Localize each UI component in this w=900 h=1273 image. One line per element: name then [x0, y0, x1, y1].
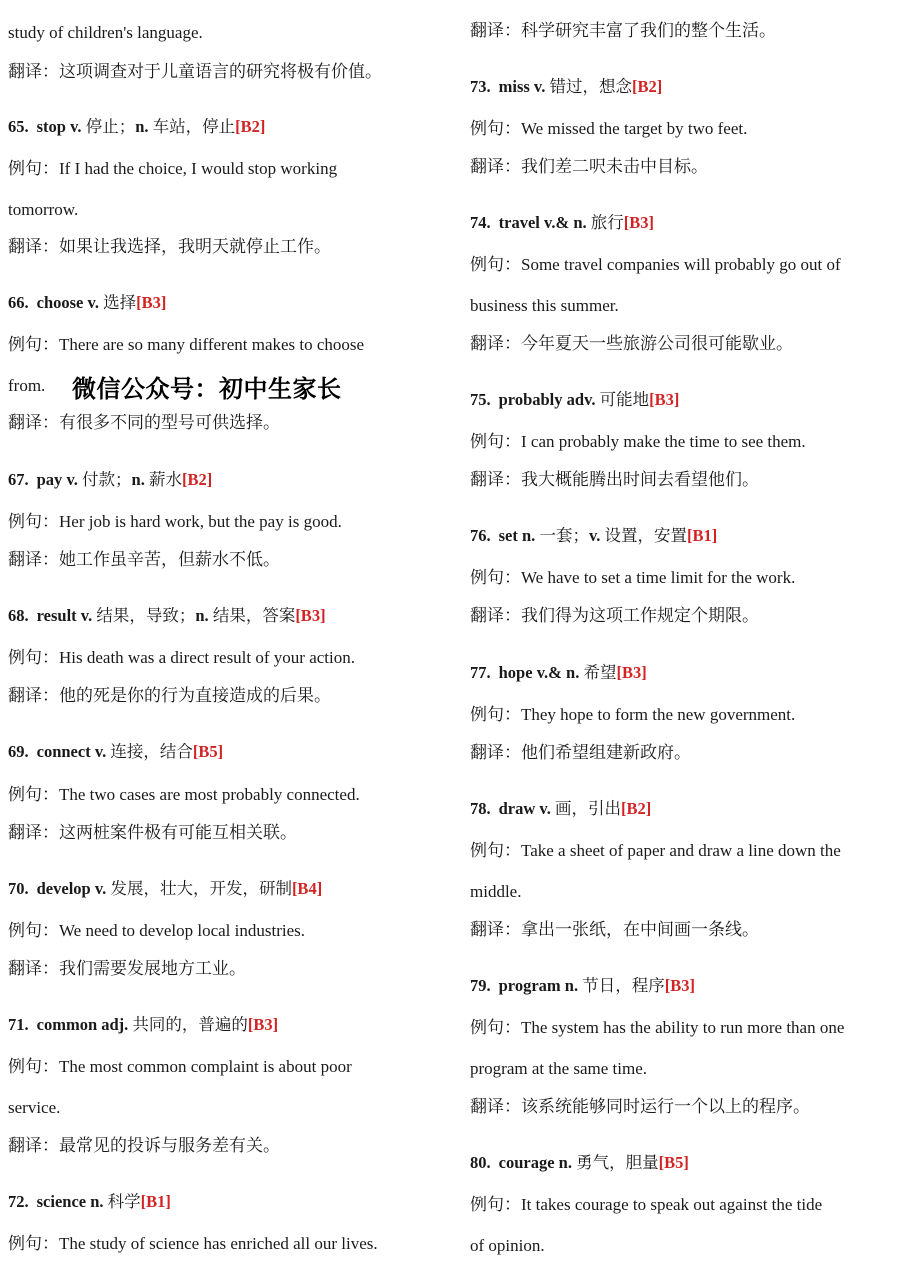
level-badge: [B3] — [295, 606, 326, 625]
entry-text-line: 例句：It takes courage to speak out against the tide — [470, 1195, 823, 1214]
vocab-entry-heading — [8, 116, 265, 138]
entry-number: 68. — [8, 606, 29, 625]
level-badge: [B3] — [623, 213, 654, 232]
part-of-speech: v. — [70, 117, 82, 136]
part-of-speech: v. — [94, 879, 107, 898]
chinese-meaning: 错过，想念 — [549, 77, 633, 96]
entry-text-line: middle. — [470, 882, 522, 901]
entry-word: choose — [36, 293, 84, 312]
entry-word: travel — [498, 213, 540, 232]
chinese-meaning: 共同的，普遍的 — [132, 1015, 248, 1034]
part-of-speech: v. — [94, 742, 107, 761]
entry-text-line: 翻译：科学研究丰富了我们的整个生活。 — [470, 21, 776, 40]
chinese-meaning: 旅行 — [590, 213, 624, 232]
entry-word: common — [36, 1015, 98, 1034]
level-badge: [B2] — [621, 799, 652, 818]
chinese-meaning-2: 设置，安置 — [604, 526, 688, 545]
entry-number: 79. — [470, 976, 491, 995]
level-badge: [B3] — [649, 390, 680, 409]
chinese-meaning: 一套； — [539, 526, 589, 545]
entry-text-line: 翻译：该系统能够同时运行一个以上的程序。 — [470, 1097, 810, 1116]
entry-word: develop — [36, 879, 91, 898]
vocab-entry-heading — [8, 469, 212, 491]
entry-number: 66. — [8, 293, 29, 312]
chinese-meaning-2: 车站，停止 — [152, 117, 236, 136]
entry-number: 73. — [470, 77, 491, 96]
entry-text-line: 例句：Some travel companies will probably go out of — [470, 255, 841, 274]
level-badge: [B5] — [192, 742, 224, 761]
chinese-meaning: 节日，程序 — [582, 976, 665, 995]
level-badge: [B3] — [136, 293, 167, 312]
entry-number: 71. — [8, 1015, 29, 1034]
entry-word: draw — [498, 799, 536, 818]
entry-text-line: of opinion. — [470, 1236, 545, 1255]
chinese-meaning: 结果，导致； — [96, 606, 196, 625]
entry-text-line: 翻译：最常见的投诉与服务差有关。 — [8, 1136, 280, 1155]
chinese-meaning-2: 薪水 — [148, 470, 182, 489]
entry-text-line: 例句：The most common complaint is about poor — [8, 1057, 352, 1076]
chinese-meaning: 连接，结合 — [110, 742, 193, 761]
entry-text-line: 翻译：今年夏天一些旅游公司很可能歇业。 — [470, 334, 793, 353]
part-of-speech: n. — [558, 1153, 572, 1172]
level-badge: [B5] — [658, 1153, 689, 1172]
part-of-speech-2: v. — [588, 526, 601, 545]
entry-text-line: from. — [8, 376, 46, 395]
part-of-speech: v. — [66, 470, 78, 489]
vocab-entry-heading — [470, 798, 651, 820]
part-of-speech-2: n. — [195, 606, 209, 625]
vocab-entry-heading — [470, 76, 662, 98]
chinese-meaning: 选择 — [103, 293, 137, 312]
entry-number: 75. — [470, 390, 491, 409]
entry-number: 77. — [470, 663, 491, 682]
part-of-speech: v. — [80, 606, 93, 625]
entry-text-line: 翻译：她工作虽辛苦，但薪水不低。 — [8, 550, 280, 569]
entry-text-line: 翻译：他的死是你的行为直接造成的后果。 — [8, 686, 331, 705]
vocab-entry-heading — [470, 525, 717, 547]
chinese-meaning: 停止； — [85, 117, 136, 136]
vocab-entry-heading — [8, 1014, 278, 1036]
entry-word: probably — [498, 390, 563, 409]
vocab-entry-heading — [8, 292, 166, 314]
entry-text-line: 翻译：有很多不同的型号可供选择。 — [8, 413, 280, 432]
level-badge: [B2] — [235, 117, 266, 136]
entry-text-line: 例句：The two cases are most probably connected. — [8, 785, 360, 804]
entry-text-line: 翻译：我大概能腾出时间去看望他们。 — [470, 470, 759, 489]
entry-number: 80. — [470, 1153, 491, 1172]
vocab-entry-heading — [8, 605, 326, 627]
level-badge: [B2] — [181, 470, 213, 489]
entry-word: stop — [36, 117, 66, 136]
level-badge: [B2] — [632, 77, 663, 96]
entry-text-line: program at the same time. — [470, 1059, 648, 1078]
entry-number: 67. — [8, 470, 29, 489]
entry-text-line: 例句：We need to develop local industries. — [8, 921, 306, 940]
entry-number: 76. — [470, 526, 491, 545]
entry-number: 65. — [8, 117, 29, 136]
entry-text-line: business this summer. — [470, 296, 619, 315]
chinese-meaning-2: 结果，答案 — [212, 606, 296, 625]
entry-word: connect — [36, 742, 91, 761]
part-of-speech-2: n. — [135, 117, 149, 136]
chinese-meaning: 勇气，胆量 — [576, 1153, 659, 1172]
entry-text-line: 例句：They hope to form the new government. — [470, 705, 796, 724]
entry-number: 72. — [8, 1192, 29, 1211]
vocab-entry-heading — [470, 975, 695, 997]
entry-text-line: 翻译：这项调查对于儿童语言的研究将极有价值。 — [8, 62, 382, 81]
part-of-speech: n. — [522, 526, 536, 545]
part-of-speech: v.& n. — [536, 663, 580, 682]
entry-word: result — [36, 606, 77, 625]
vocab-entry-heading — [470, 1152, 689, 1174]
vocab-entry-heading — [8, 1191, 171, 1213]
part-of-speech: v.& n. — [543, 213, 587, 232]
chinese-meaning: 付款； — [82, 470, 132, 489]
part-of-speech: v. — [533, 77, 546, 96]
entry-text-line: 例句：If I had the choice, I would stop working — [8, 159, 338, 178]
vocab-entry-heading — [470, 662, 647, 684]
level-badge: [B3] — [247, 1015, 279, 1034]
vocab-entry-heading — [470, 389, 679, 411]
part-of-speech: n. — [90, 1192, 104, 1211]
entry-text-line: 例句：I can probably make the time to see them. — [470, 432, 806, 451]
entry-word: miss — [498, 77, 530, 96]
part-of-speech: v. — [539, 799, 551, 818]
vocab-entry-heading — [8, 878, 322, 900]
entry-text-line: 翻译：这两桩案件极有可能互相关联。 — [8, 823, 297, 842]
entry-text-line: 翻译：我们差二呎未击中目标。 — [470, 157, 708, 176]
entry-text-line: 例句：His death was a direct result of your action. — [8, 648, 355, 667]
entry-text-line: 翻译：我们需要发展地方工业。 — [8, 959, 246, 978]
entry-text-line: 例句：There are so many different makes to choose — [8, 335, 365, 354]
entry-text-line: 例句：We missed the target by two feet. — [470, 119, 748, 138]
entry-text-line: 翻译：我们得为这项工作规定个期限。 — [470, 606, 759, 625]
entry-text-line: 翻译：如果让我选择，我明天就停止工作。 — [8, 237, 331, 256]
entry-text-line: tomorrow. — [8, 200, 79, 219]
entry-text-line: study of children's language. — [8, 23, 203, 42]
entry-number: 78. — [470, 799, 491, 818]
vocab-entry-heading — [8, 741, 223, 763]
entry-text-line: 翻译：他们希望组建新政府。 — [470, 743, 691, 762]
chinese-meaning: 希望 — [583, 663, 617, 682]
part-of-speech: v. — [87, 293, 99, 312]
level-badge: [B1] — [687, 526, 718, 545]
entry-text-line: 例句：We have to set a time limit for the work. — [470, 568, 796, 587]
level-badge: [B3] — [664, 976, 695, 995]
chinese-meaning: 画，引出 — [555, 799, 622, 818]
level-badge: [B3] — [616, 663, 647, 682]
entry-text-line: 例句：Her job is hard work, but the pay is good. — [8, 512, 342, 531]
part-of-speech-2: n. — [131, 470, 145, 489]
vocab-entry-heading — [470, 212, 654, 234]
part-of-speech: n. — [564, 976, 579, 995]
entry-word: pay — [36, 470, 63, 489]
level-badge: [B1] — [140, 1192, 171, 1211]
entry-word: program — [498, 976, 561, 995]
entry-number: 69. — [8, 742, 29, 761]
entry-word: hope — [498, 663, 533, 682]
entry-word: courage — [498, 1153, 555, 1172]
level-badge: [B4] — [291, 879, 323, 898]
chinese-meaning: 发展，壮大，开发，研制 — [110, 879, 292, 898]
entry-text-line: 例句：Take a sheet of paper and draw a line down the — [470, 841, 841, 860]
entry-text-line: 翻译：拿出一张纸，在中间画一条线。 — [470, 920, 759, 939]
part-of-speech: adv. — [566, 390, 596, 409]
entry-number: 74. — [470, 213, 491, 232]
chinese-meaning: 科学 — [107, 1192, 141, 1211]
entry-text-line: service. — [8, 1098, 61, 1117]
entry-text-line: 例句：The study of science has enriched all our lives. — [8, 1234, 378, 1253]
part-of-speech: adj. — [101, 1015, 129, 1034]
entry-number: 70. — [8, 879, 29, 898]
entry-word: science — [36, 1192, 87, 1211]
entry-text-line: 例句：The system has the ability to run more than one — [470, 1018, 845, 1037]
chinese-meaning: 可能地 — [599, 390, 650, 409]
entry-word: set — [498, 526, 518, 545]
watermark: 微信公众号：初中生家长 — [72, 375, 342, 403]
